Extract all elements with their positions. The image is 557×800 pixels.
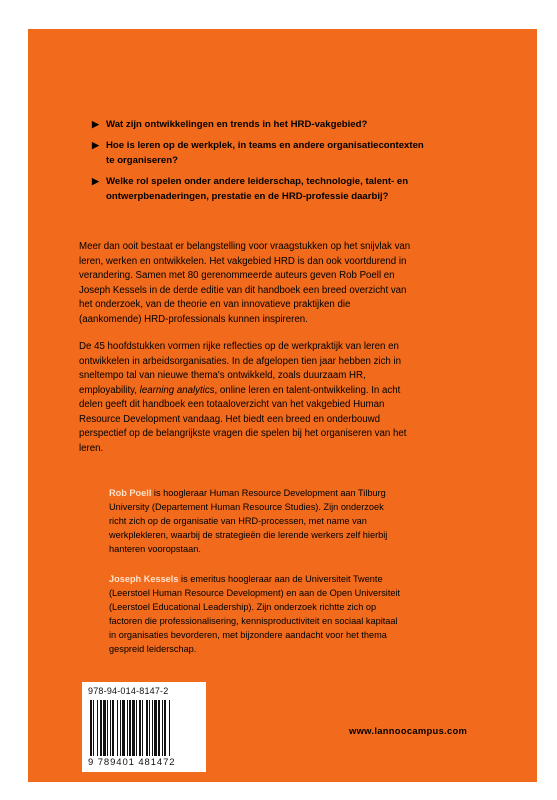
barcode-bar <box>169 700 170 756</box>
barcode-bar <box>129 700 131 756</box>
triangle-right-icon: ▶ <box>92 119 99 129</box>
question-list <box>92 117 432 210</box>
question-text: Welke rol spelen onder andere leiderschap, technologie, talent- en ontwerpbenaderingen, prestatie en de HRD-professie daarbij? <box>106 176 409 202</box>
barcode-bar <box>154 700 157 756</box>
triangle-right-icon: ▶ <box>92 176 99 186</box>
paragraph-text: De 45 hoofdstukken vormen rijke reflecties op de werkpraktijk van leren en ontwikkelen in arbeidsorganisaties. In de afgelopen tien jaar hebben zich in sneltempo tal van nieuwe thema's ontwikkeld, zoals duurzaam HR, employability, <box>79 341 402 396</box>
triangle-right-icon: ▶ <box>92 140 99 150</box>
barcode-bar <box>127 700 128 756</box>
barcode-bar <box>100 700 102 756</box>
barcode-bars <box>90 700 200 756</box>
barcode-bar <box>90 700 92 756</box>
barcode <box>82 682 206 772</box>
barcode-bar <box>122 700 125 756</box>
barcode-bar <box>107 700 108 756</box>
barcode-bar <box>112 700 114 756</box>
barcode-bar <box>164 700 166 756</box>
author-bio-poell <box>109 486 401 556</box>
author-bio-kessels <box>109 572 401 656</box>
description-paragraph-1: Meer dan ooit bestaat er belangstelling voor vraagstukken op het snijvlak van leren, werken en ontwikkelen. Het vakgebied HRD is dan ook voortdurend in verandering. Samen met 80 gerenommeerde auteurs geven Rob Poell en Joseph Kessels in de derde editie van dit handboek een breed overzicht van het onderzoek, van de theorie en van innovatieve praktijken die (aankomende) HRD-professionals kunnen inspireren. <box>79 241 411 325</box>
barcode-bar <box>162 700 163 756</box>
publisher-website: www.lannoocampus.com <box>349 725 468 736</box>
author-bio-text: is emeritus hoogleraar aan de Universiteit Twente (Leerstoel Human Resource Development) en aan de Open Universiteit (Leerstoel Educational Leadership). Zijn onderzoek richtte zich op factoren die professionalisering, kennisproductiviteit en sociaal kapitaal in organisaties bevorderen, met bijzondere aandacht voor het thema gespreid leiderschap. <box>109 574 401 654</box>
barcode-bar <box>139 700 141 756</box>
barcode-bar <box>142 700 143 756</box>
barcode-bar <box>117 700 118 756</box>
question-item <box>92 138 432 168</box>
barcode-bar <box>132 700 135 756</box>
isbn-label: 978-94-014-8147-2 <box>88 686 169 696</box>
author-name: Rob Poell <box>109 488 152 498</box>
paragraph-text: , online leren en talent-ontwikkeling. In acht delen geeft dit handboek een totaaloverzicht van het vakgebied Human Resource Development vandaag. Het biedt een breed en onderbouwd perspectief op de belangrijkste vragen die spelen bij het organiseren van het leren. <box>79 384 407 454</box>
paragraph-emphasis: learning analytics <box>139 384 215 396</box>
author-bio-text: is hoogleraar Human Resource Development aan Tilburg University (Departement Human Resource Studies). Zijn onderzoek richt zich op de organisatie van HRD-processen, met name van werkplekleren, waarbij de strategieën die lerende werkers zelf hierbij hanteren vooropstaan. <box>109 488 388 554</box>
question-text: Wat zijn ontwikkelingen en trends in het HRD-vakgebied? <box>106 119 368 130</box>
question-item <box>92 117 432 132</box>
barcode-bar <box>93 700 94 756</box>
barcode-bar <box>136 700 137 756</box>
barcode-bar <box>120 700 121 756</box>
barcode-digits: 9 789401 481472 <box>88 757 176 768</box>
barcode-bar <box>158 700 160 756</box>
barcode-bar <box>146 700 148 756</box>
barcode-bar <box>149 700 150 756</box>
barcode-bar <box>97 700 98 756</box>
barcode-bar <box>110 700 111 756</box>
author-name: Joseph Kessels <box>109 574 179 584</box>
question-text: Hoe is leren op de werkplek, in teams en andere organisatiecontexten te organiseren? <box>106 140 424 166</box>
barcode-bar <box>103 700 106 756</box>
question-item <box>92 174 432 204</box>
description-paragraph-2 <box>79 340 414 456</box>
barcode-bar <box>152 700 153 756</box>
